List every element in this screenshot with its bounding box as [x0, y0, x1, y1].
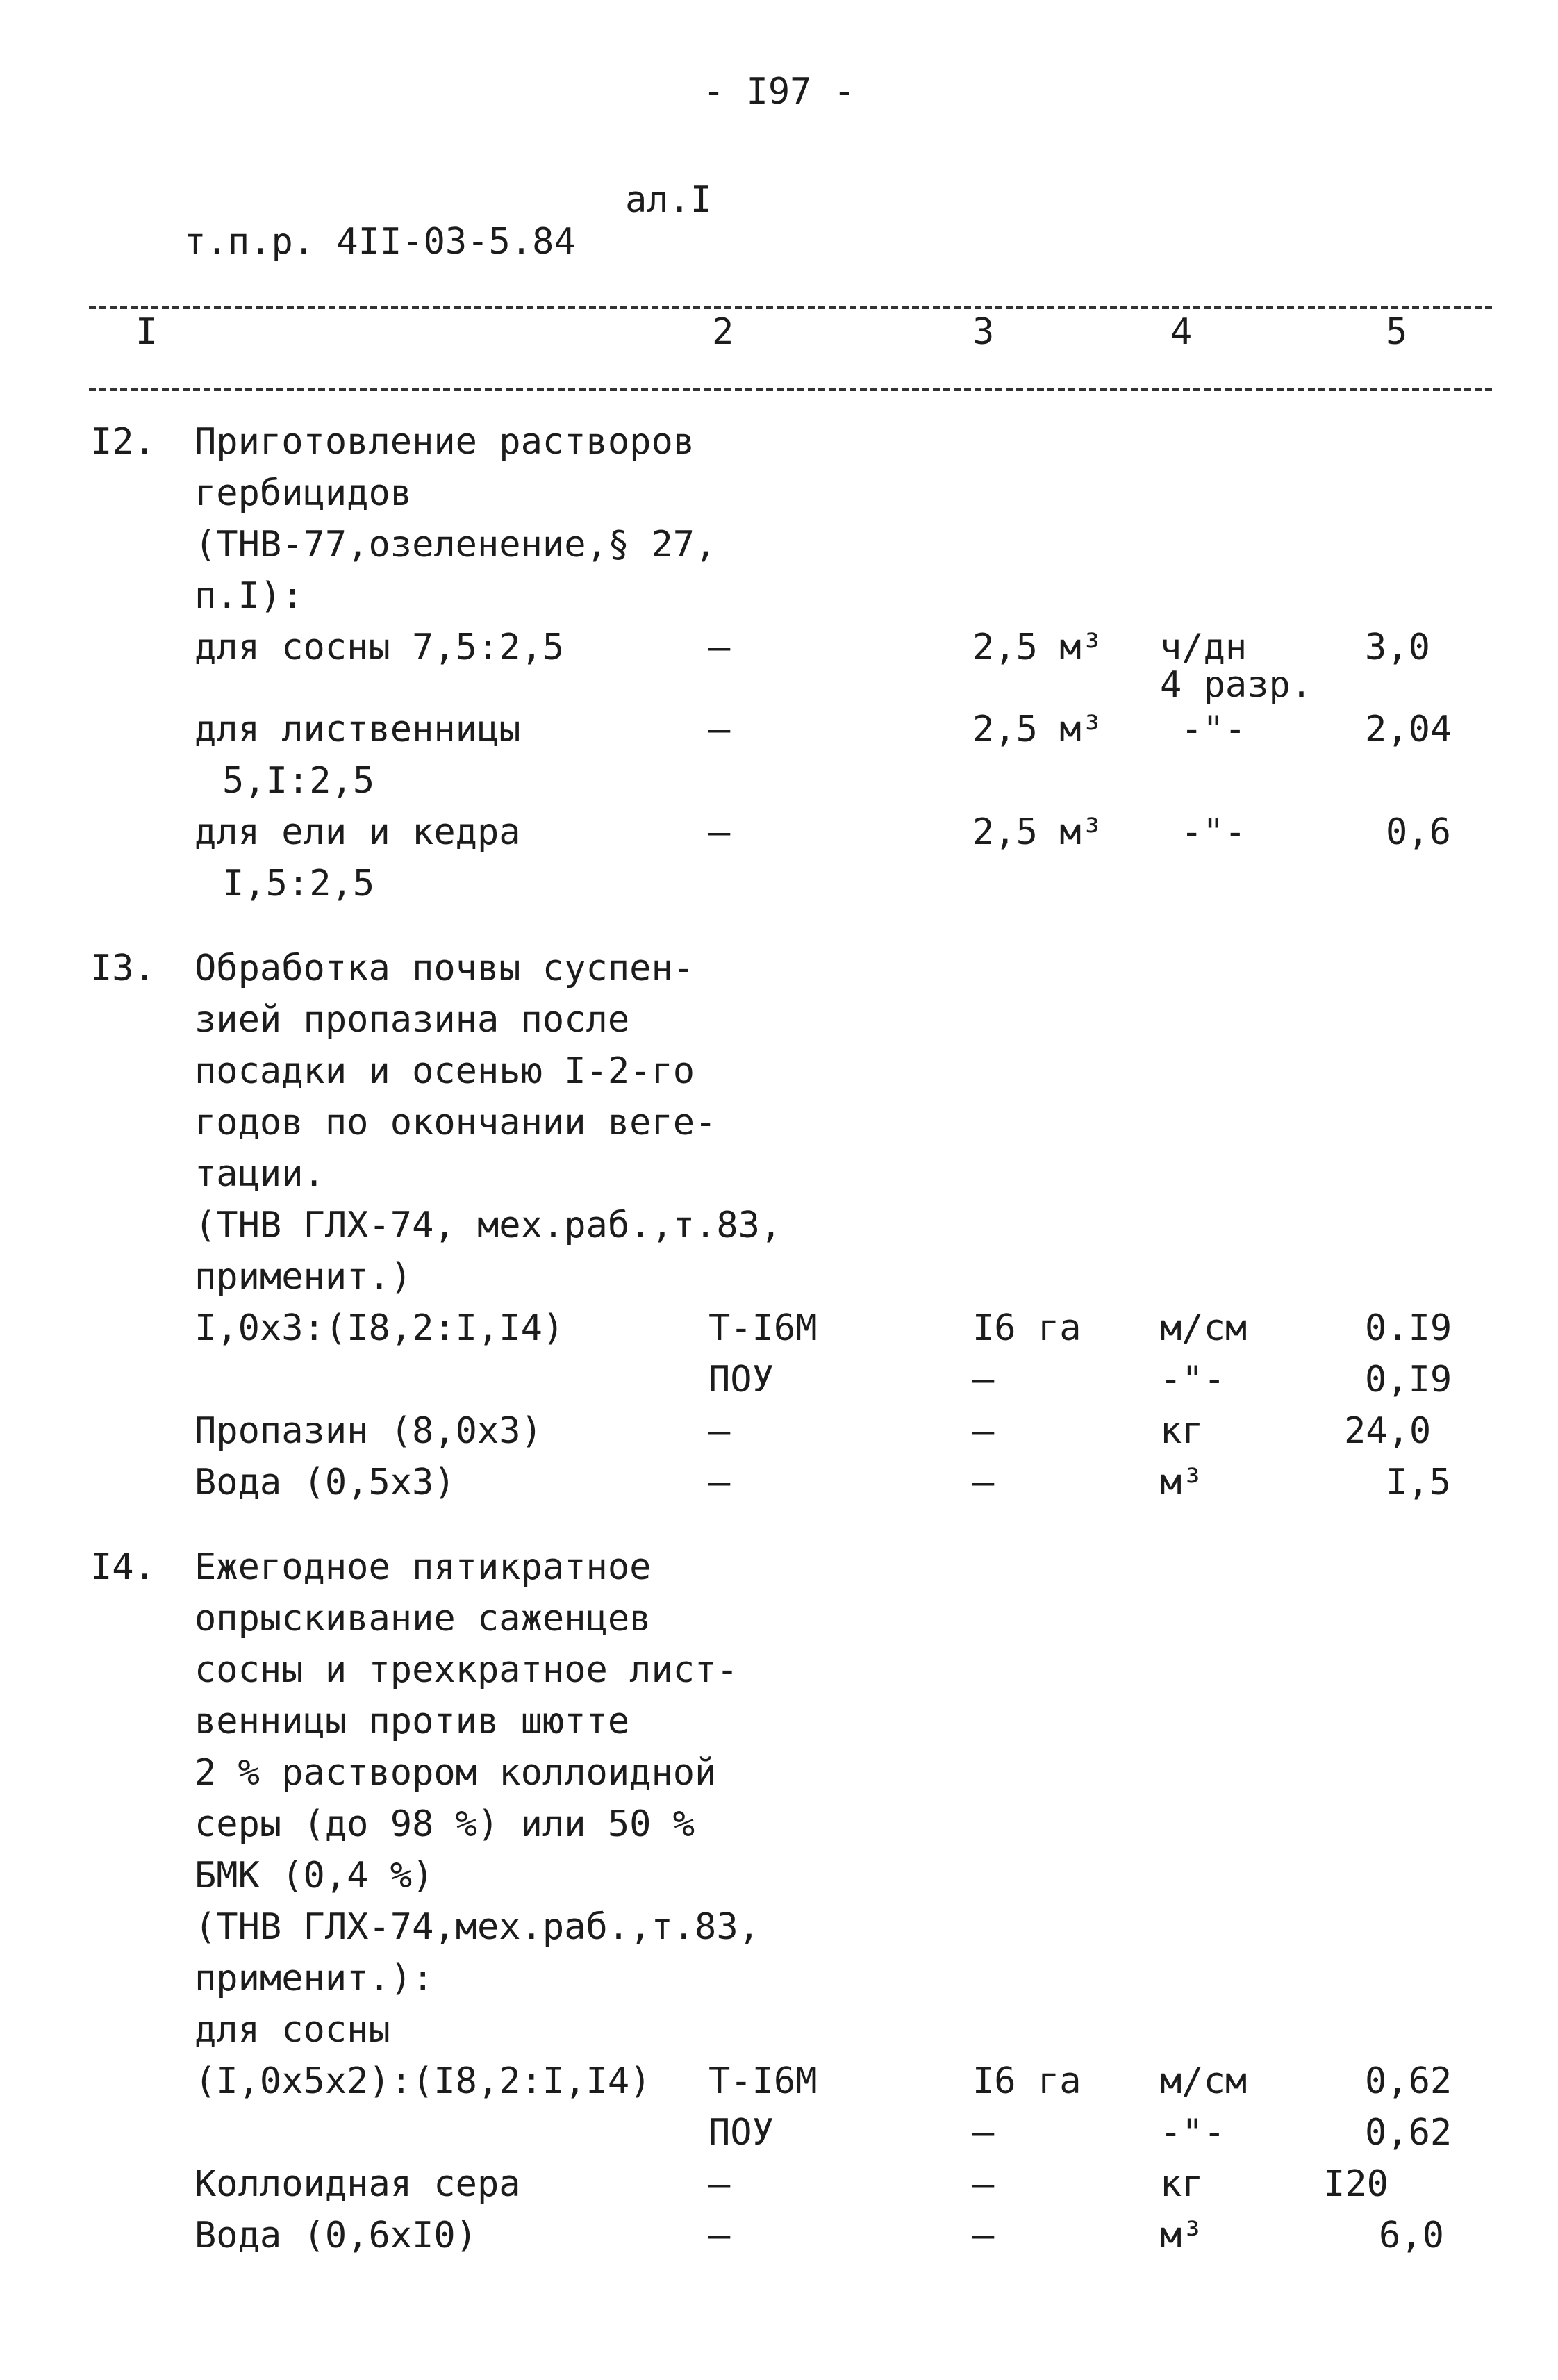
section-title-line — [90, 993, 1480, 1046]
row-col2: – — [708, 627, 731, 668]
row-col2: – — [708, 1462, 731, 1503]
row-col4: -"- — [1181, 811, 1246, 853]
section-text: Обработка почвы суспен- — [194, 948, 695, 989]
row-name-cont: 5,I:2,5 — [222, 760, 375, 802]
table-row-cont — [90, 754, 1480, 807]
row-col3: I6 га — [972, 2060, 1082, 2102]
project-code: т.п.р. 4II-03-5.84 — [184, 221, 576, 263]
table-row — [90, 1456, 1480, 1509]
table-row — [90, 1405, 1480, 1457]
section-text: годов по окончании веге- — [194, 1102, 717, 1143]
section-title-line — [90, 1250, 1480, 1303]
section-title-line — [90, 415, 1480, 468]
section-text: зией пропазина после — [194, 999, 630, 1041]
row-col5: 0,62 — [1365, 2060, 1452, 2102]
row-name: (I,0x5x2):(I8,2:I,I4) — [194, 2060, 652, 2102]
row-name: для ели и кедра — [194, 811, 521, 853]
row-name: для лиственницы — [194, 709, 521, 750]
table-row — [90, 2055, 1480, 2108]
column-header-1: I — [135, 311, 158, 353]
row-col5: I20 — [1323, 2163, 1389, 2205]
row-col5: 0,I9 — [1365, 1359, 1452, 1400]
row-col4: -"- — [1181, 709, 1246, 750]
section-text: применит.) — [194, 1256, 413, 1298]
section-number: I4. — [90, 1546, 156, 1588]
row-col2: – — [708, 811, 731, 853]
section-title-line — [90, 2003, 1480, 2056]
section-text: БМК (0,4 %) — [194, 1855, 434, 1896]
row-col4: ч/дн — [1160, 627, 1248, 668]
section-text: (ТНВ ГЛХ-74, мех.раб.,т.83, — [194, 1205, 782, 1246]
row-col2: Т-I6М — [708, 1307, 818, 1349]
row-col2: Т-I6М — [708, 2060, 818, 2102]
section-text: сосны и трехкратное лист- — [194, 1649, 738, 1691]
row-col4: кг — [1160, 1410, 1204, 1452]
column-header-4: 4 — [1170, 311, 1193, 353]
row-col4-sub: 4 разр. — [1160, 664, 1313, 706]
row-col2: ПОУ — [708, 2112, 774, 2154]
row-col5: I,5 — [1386, 1462, 1451, 1503]
bottom-dashed-rule — [89, 388, 1492, 391]
row-col5: 2,04 — [1365, 709, 1452, 750]
row-col4: м/см — [1160, 2060, 1248, 2102]
section-text: для сосны — [194, 2009, 390, 2051]
row-col3: – — [972, 1359, 995, 1400]
row-name: I,0x3:(I8,2:I,I4) — [194, 1307, 565, 1349]
section-text: 2 % раствором коллоидной — [194, 1752, 717, 1794]
section-text: тации. — [194, 1153, 325, 1195]
row-name: Вода (0,6xI0) — [194, 2215, 477, 2256]
section-title-line — [90, 1695, 1480, 1748]
section-title-line — [90, 1952, 1480, 2005]
row-col3: 2,5 м³ — [972, 627, 1103, 668]
section-text: венницы против шютте — [194, 1701, 630, 1742]
row-col2: – — [708, 2215, 731, 2256]
row-col2: – — [708, 1410, 731, 1452]
section-text: опрыскивание саженцев — [194, 1598, 652, 1639]
section-text: п.I): — [194, 575, 304, 617]
section-number: I3. — [90, 948, 156, 989]
section-text: серы (до 98 %) или 50 % — [194, 1803, 695, 1845]
table-row-cont — [90, 857, 1480, 910]
table-row — [90, 2209, 1480, 2262]
row-name: для сосны 7,5:2,5 — [194, 627, 565, 668]
row-col5: 24,0 — [1344, 1410, 1432, 1452]
section-title-line — [90, 1541, 1480, 1594]
table-row — [90, 2158, 1480, 2210]
table-row — [90, 621, 1480, 706]
section-text: гербицидов — [194, 472, 413, 514]
row-col3: – — [972, 1410, 995, 1452]
section-title-line — [90, 570, 1480, 622]
row-col4: м/см — [1160, 1307, 1248, 1349]
section-text: (ТНВ-77,озеленение,§ 27, — [194, 524, 717, 565]
section-text: применит.): — [194, 1958, 434, 1999]
row-col4: м³ — [1160, 2215, 1204, 2256]
section-title-line — [90, 1199, 1480, 1252]
row-col3: – — [972, 1462, 995, 1503]
table-row — [90, 703, 1480, 756]
row-col2: – — [708, 709, 731, 750]
row-col3: – — [972, 2163, 995, 2205]
row-col4: м³ — [1160, 1462, 1204, 1503]
section-title-line — [90, 1746, 1480, 1799]
section-title-line — [90, 518, 1480, 571]
section-title-line — [90, 1592, 1480, 1645]
table-row — [90, 2106, 1480, 2159]
row-col5: 0.I9 — [1365, 1307, 1452, 1349]
section-text: Приготовление растворов — [194, 421, 695, 463]
section-title-line — [90, 1045, 1480, 1098]
section-title-line — [90, 1096, 1480, 1149]
row-col3: – — [972, 2215, 995, 2256]
row-col5: 6,0 — [1379, 2215, 1444, 2256]
table-row — [90, 1353, 1480, 1406]
row-col5: 3,0 — [1365, 627, 1430, 668]
row-col5: 0,62 — [1365, 2112, 1452, 2154]
section-title-line — [90, 1849, 1480, 1902]
section-title-line — [90, 1644, 1480, 1696]
row-name: Коллоидная сера — [194, 2163, 521, 2205]
table-row — [90, 806, 1480, 859]
section-text: (ТНВ ГЛХ-74,мех.раб.,т.83, — [194, 1906, 760, 1948]
row-name-cont: I,5:2,5 — [222, 863, 375, 904]
section-title-line — [90, 942, 1480, 995]
row-col2: – — [708, 2163, 731, 2205]
row-name: Пропазин (8,0x3) — [194, 1410, 542, 1452]
row-col4: -"- — [1160, 2112, 1225, 2154]
column-header-5: 5 — [1386, 311, 1408, 353]
section-title-line — [90, 467, 1480, 520]
section-title-line — [90, 1901, 1480, 1953]
row-col3: I6 га — [972, 1307, 1082, 1349]
row-col4: -"- — [1160, 1359, 1225, 1400]
page-number: - I97 - — [702, 71, 856, 113]
table-row — [90, 1302, 1480, 1355]
row-col4: кг — [1160, 2163, 1204, 2205]
row-col3: 2,5 м³ — [972, 709, 1103, 750]
column-header-3: 3 — [972, 311, 995, 353]
row-col3: 2,5 м³ — [972, 811, 1103, 853]
section-text: посадки и осенью I-2-го — [194, 1050, 695, 1092]
column-header-2: 2 — [712, 311, 734, 353]
section-title-line — [90, 1148, 1480, 1200]
section-number: I2. — [90, 421, 156, 463]
top-dashed-rule — [89, 306, 1492, 309]
document-header — [97, 179, 713, 346]
row-col3: – — [972, 2112, 995, 2154]
section-title-line — [90, 1798, 1480, 1851]
section-text: Ежегодное пятикратное — [194, 1546, 652, 1588]
sheet-label: ал.I — [625, 179, 713, 221]
row-name: Вода (0,5x3) — [194, 1462, 456, 1503]
row-col5: 0,6 — [1386, 811, 1451, 853]
row-col2: ПОУ — [708, 1359, 774, 1400]
